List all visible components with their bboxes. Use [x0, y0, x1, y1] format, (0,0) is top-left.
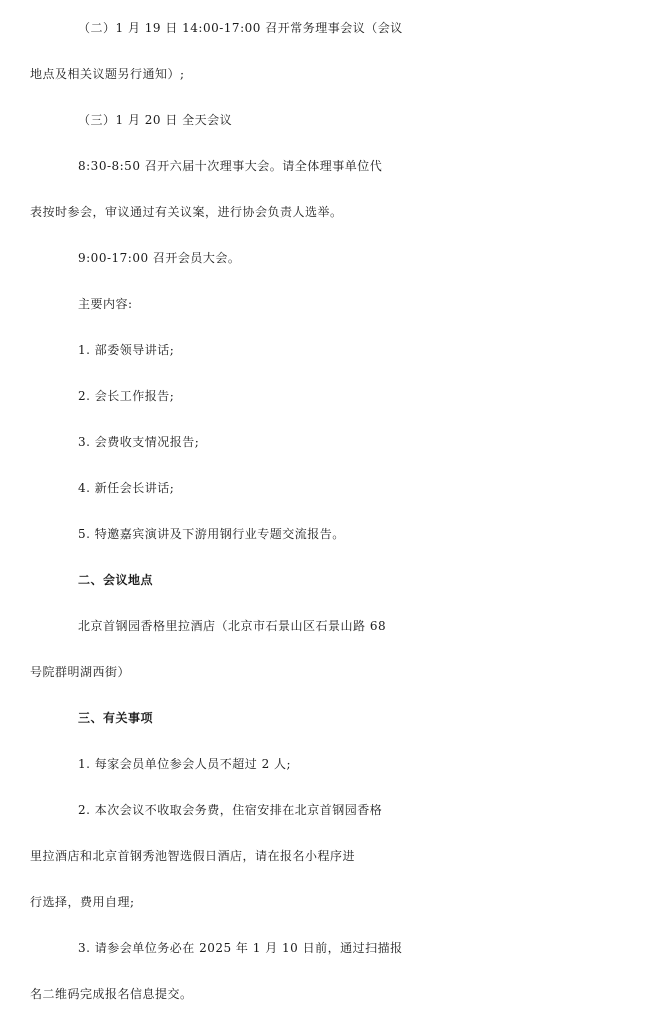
agenda-item-5: 5. 特邀嘉宾演讲及下游用钢行业专题交流报告。 [78, 527, 345, 541]
matter-item-2-line-2: 里拉酒店和北京首钢秀池智选假日酒店，请在报名小程序进 [30, 849, 356, 863]
session-three-heading: （三）1 月 20 日 全天会议 [78, 113, 233, 127]
agenda-item-2: 2. 会长工作报告; [78, 389, 175, 403]
matter-item-2-line-1: 2. 本次会议不收取会务费，住宿安排在北京首钢园香格 [78, 803, 383, 817]
member-assembly-line: 9:00-17:00 召开会员大会。 [78, 251, 241, 265]
session-two-line-2: 地点及相关议题另行通知）; [30, 67, 185, 81]
section-heading-matters: 三、有关事项 [78, 711, 154, 725]
agenda-item-3: 3. 会费收支情况报告; [78, 435, 200, 449]
matter-item-2-line-3: 行选择，费用自理; [30, 895, 135, 909]
session-two-line-1: （二）1 月 19 日 14:00-17:00 召开常务理事会议（会议 [78, 21, 403, 35]
main-content-label: 主要内容: [78, 297, 133, 311]
venue-line-1: 北京首钢园香格里拉酒店（北京市石景山区石景山路 68 [78, 619, 387, 633]
matter-item-1: 1. 每家会员单位参会人员不超过 2 人; [78, 757, 292, 771]
section-heading-venue: 二、会议地点 [78, 573, 154, 587]
matter-item-3-line-1: 3. 请参会单位务必在 2025 年 1 月 10 日前，通过扫描报 [78, 941, 403, 955]
matter-item-3-line-2: 名二维码完成报名信息提交。 [30, 987, 193, 1001]
council-meeting-line-1: 8:30-8:50 召开六届十次理事大会。请全体理事单位代 [78, 159, 383, 173]
agenda-item-1: 1. 部委领导讲话; [78, 343, 175, 357]
venue-line-2: 号院群明湖西街） [30, 665, 131, 679]
council-meeting-line-2: 表按时参会，审议通过有关议案，进行协会负责人选举。 [30, 205, 343, 219]
agenda-item-4: 4. 新任会长讲话; [78, 481, 175, 495]
